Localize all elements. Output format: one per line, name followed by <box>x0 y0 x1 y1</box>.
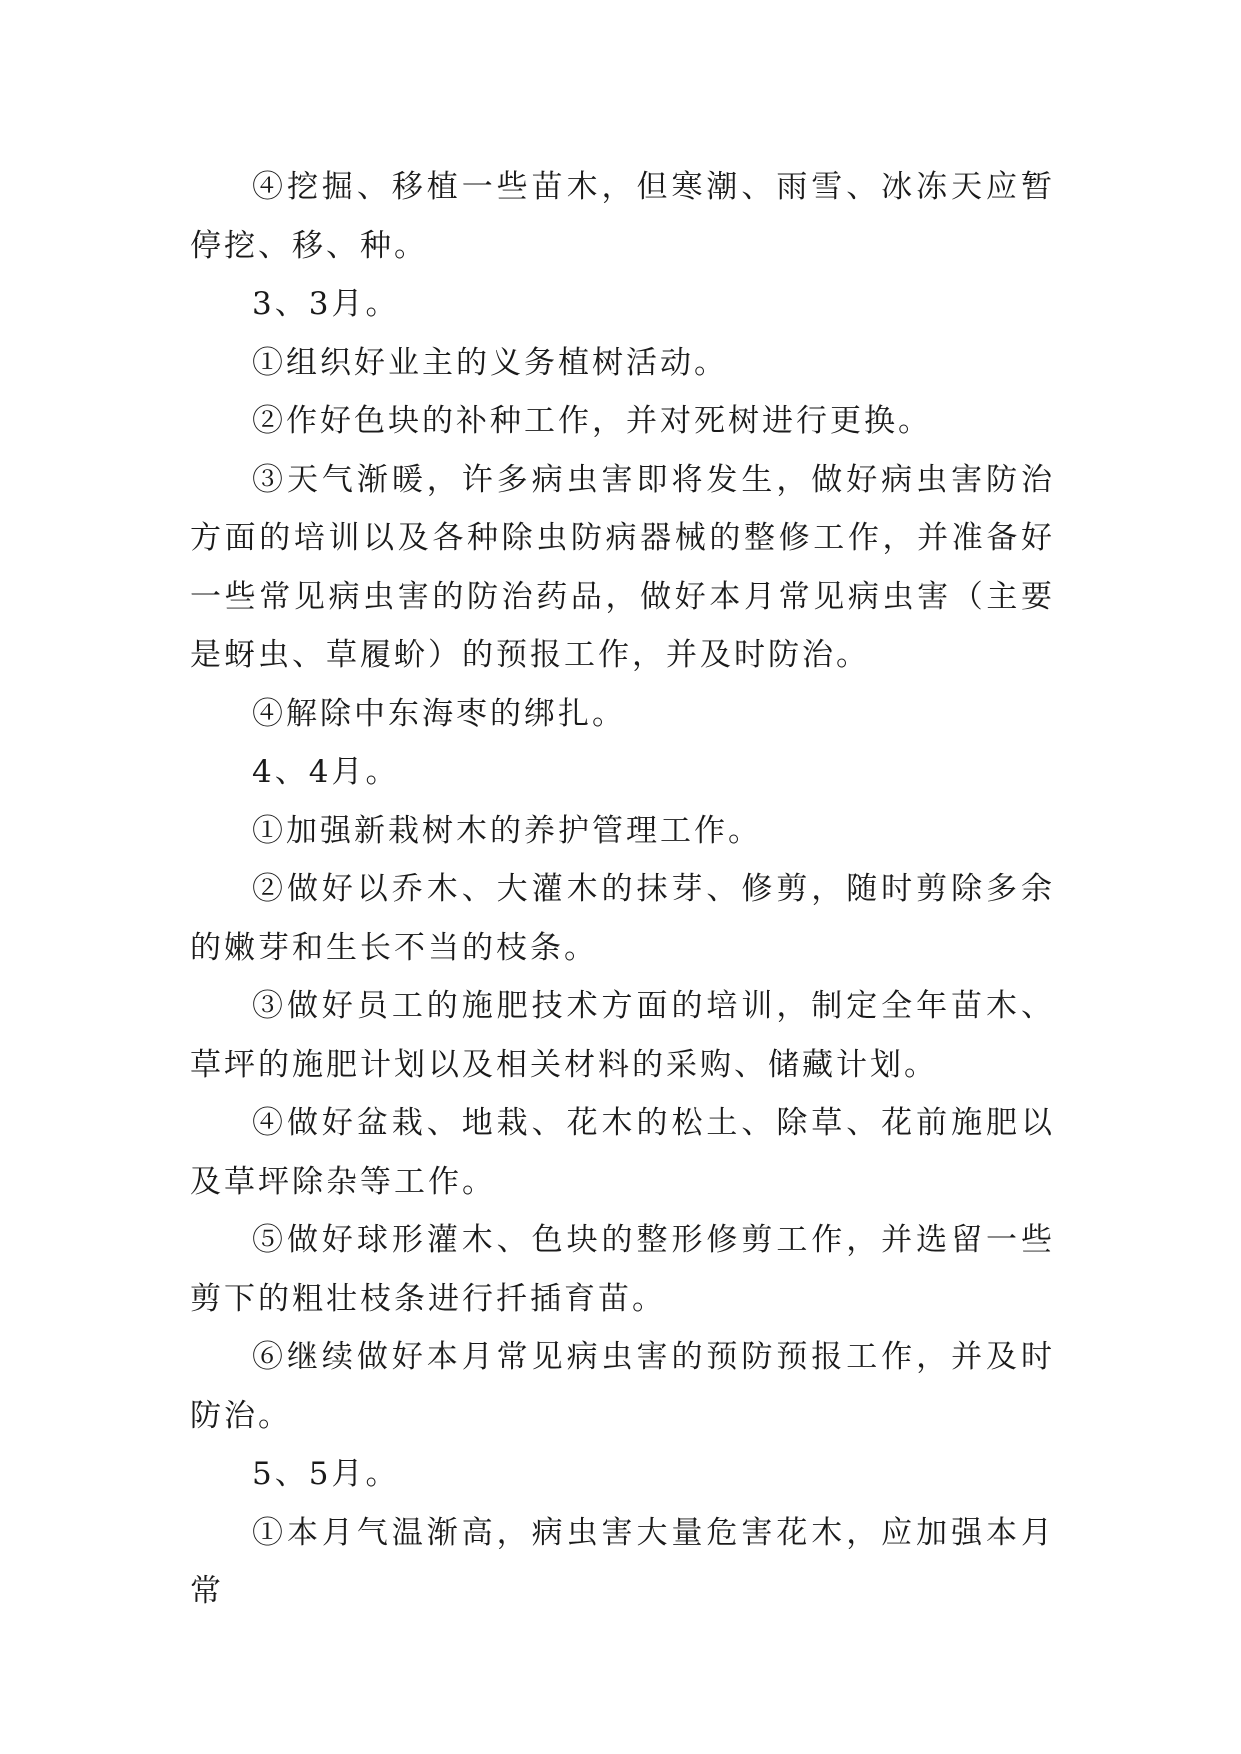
paragraph-new-trees-care: ①加强新栽树木的养护管理工作。 <box>252 812 762 849</box>
paragraph-shrub-shaping: ⑤做好球形灌木、色块的整形修剪工作，并选留一些剪下的粗壮枝条进行扦插育苗。 <box>190 1222 1055 1317</box>
section-heading-march: 3、3月。 <box>252 286 400 322</box>
paragraph-weeding: ④做好盆栽、地栽、花木的松土、除草、花前施肥以及草坪除杂等工作。 <box>190 1105 1055 1200</box>
section-heading-april: 4、4月。 <box>252 754 400 790</box>
paragraph-pest-training: ③天气渐暖，许多病虫害即将发生，做好病虫害防治方面的培训以及各种除虫防病器械的整修工作，并准备好一些常见病虫害的防治药品，做好本月常见病虫害（主要是蚜虫、草履蚧）的预报工作，并及时防治。 <box>190 461 1055 673</box>
paragraph-pest-forecast: ⑥继续做好本月常见病虫害的预防预报工作，并及时防治。 <box>190 1339 1055 1434</box>
section-heading-may: 5、5月。 <box>252 1456 400 1492</box>
paragraph-dig-transplant: ④挖掘、移植一些苗木，但寒潮、雨雪、冰冻天应暂停挖、移、种。 <box>190 169 1055 264</box>
paragraph-fertilizing-plan: ③做好员工的施肥技术方面的培训，制定全年苗木、草坪的施肥计划以及相关材料的采购、储藏计划。 <box>190 988 1055 1083</box>
paragraph-pruning: ②做好以乔木、大灌木的抹芽、修剪，随时剪除多余的嫩芽和生长不当的枝条。 <box>190 871 1055 966</box>
paragraph-replanting: ②作好色块的补种工作，并对死树进行更换。 <box>252 403 932 439</box>
document-body <box>190 158 1055 1621</box>
paragraph-tree-planting: ①组织好业主的义务植树活动。 <box>252 344 728 381</box>
paragraph-untie-palms: ④解除中东海枣的绑扎。 <box>252 695 626 732</box>
paragraph-may-pests: ①本月气温渐高，病虫害大量危害花木，应加强本月常 <box>190 1514 1055 1609</box>
